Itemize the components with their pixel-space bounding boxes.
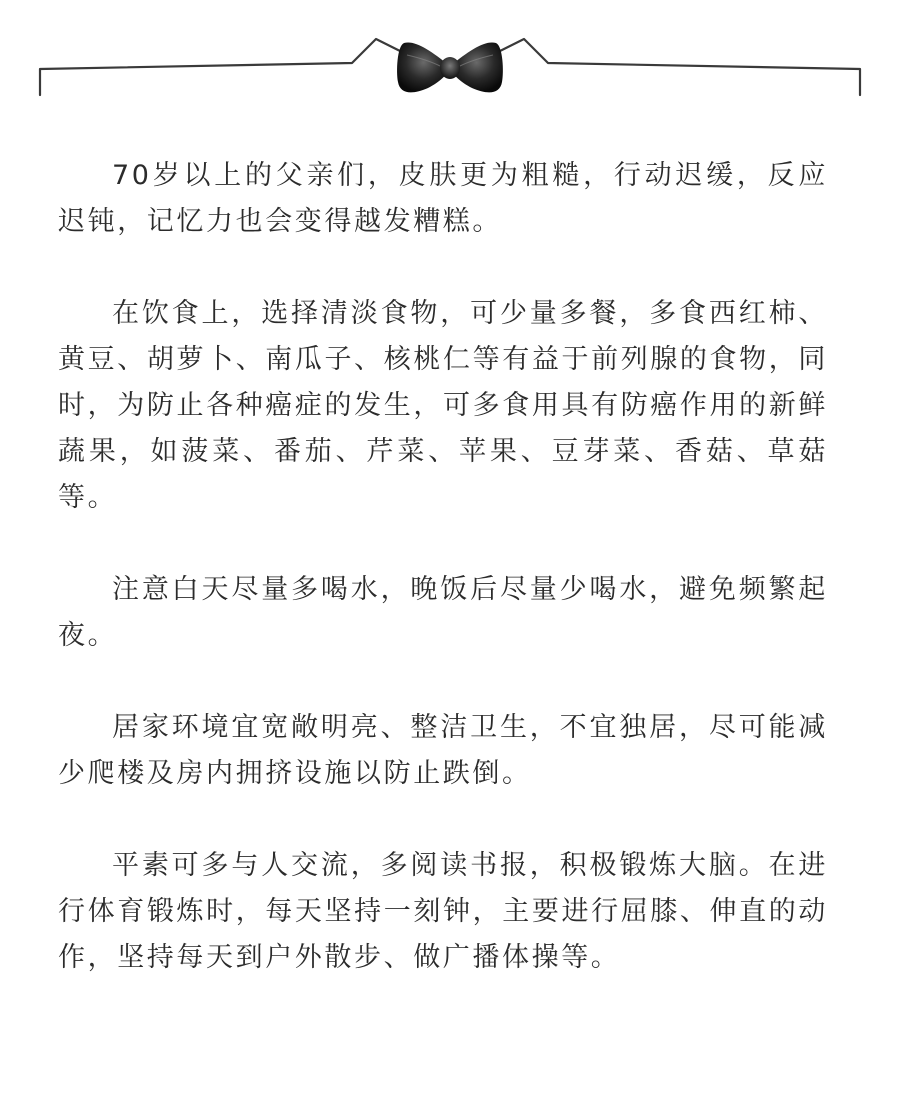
paragraph-home-environment: 居家环境宜宽敞明亮、整洁卫生，不宜独居，尽可能减少爬楼及房内拥挤设施以防止跌倒。 — [58, 712, 828, 789]
paragraph-water-intake: 注意白天尽量多喝水，晚饭后尽量少喝水，避免频繁起夜。 — [58, 574, 828, 651]
paragraph-diet-advice: 在饮食上，选择清淡食物，可少量多餐，多食西红柿、黄豆、胡萝卜、南瓜子、核桃仁等有益于前列腺的食物，同时，为防止各种癌症的发生，可多食用具有防癌作用的新鲜蔬果，如菠菜、番茄、芹菜、苹果、豆芽菜、香菇、草菇等。 — [58, 298, 828, 513]
header-ornament — [0, 0, 900, 110]
paragraph-exercise-advice: 平素可多与人交流，多阅读书报，积极锻炼大脑。在进行体育锻炼时，每天坚持一刻钟，主要进行屈膝、伸直的动作，坚持每天到户外散步、做广播体操等。 — [58, 850, 828, 973]
article-body — [58, 153, 828, 1027]
bow-tie-icon — [397, 42, 503, 92]
paragraph-aging-changes: 70岁以上的父亲们，皮肤更为粗糙，行动迟缓，反应迟钝，记忆力也会变得越发糟糕。 — [58, 160, 828, 237]
